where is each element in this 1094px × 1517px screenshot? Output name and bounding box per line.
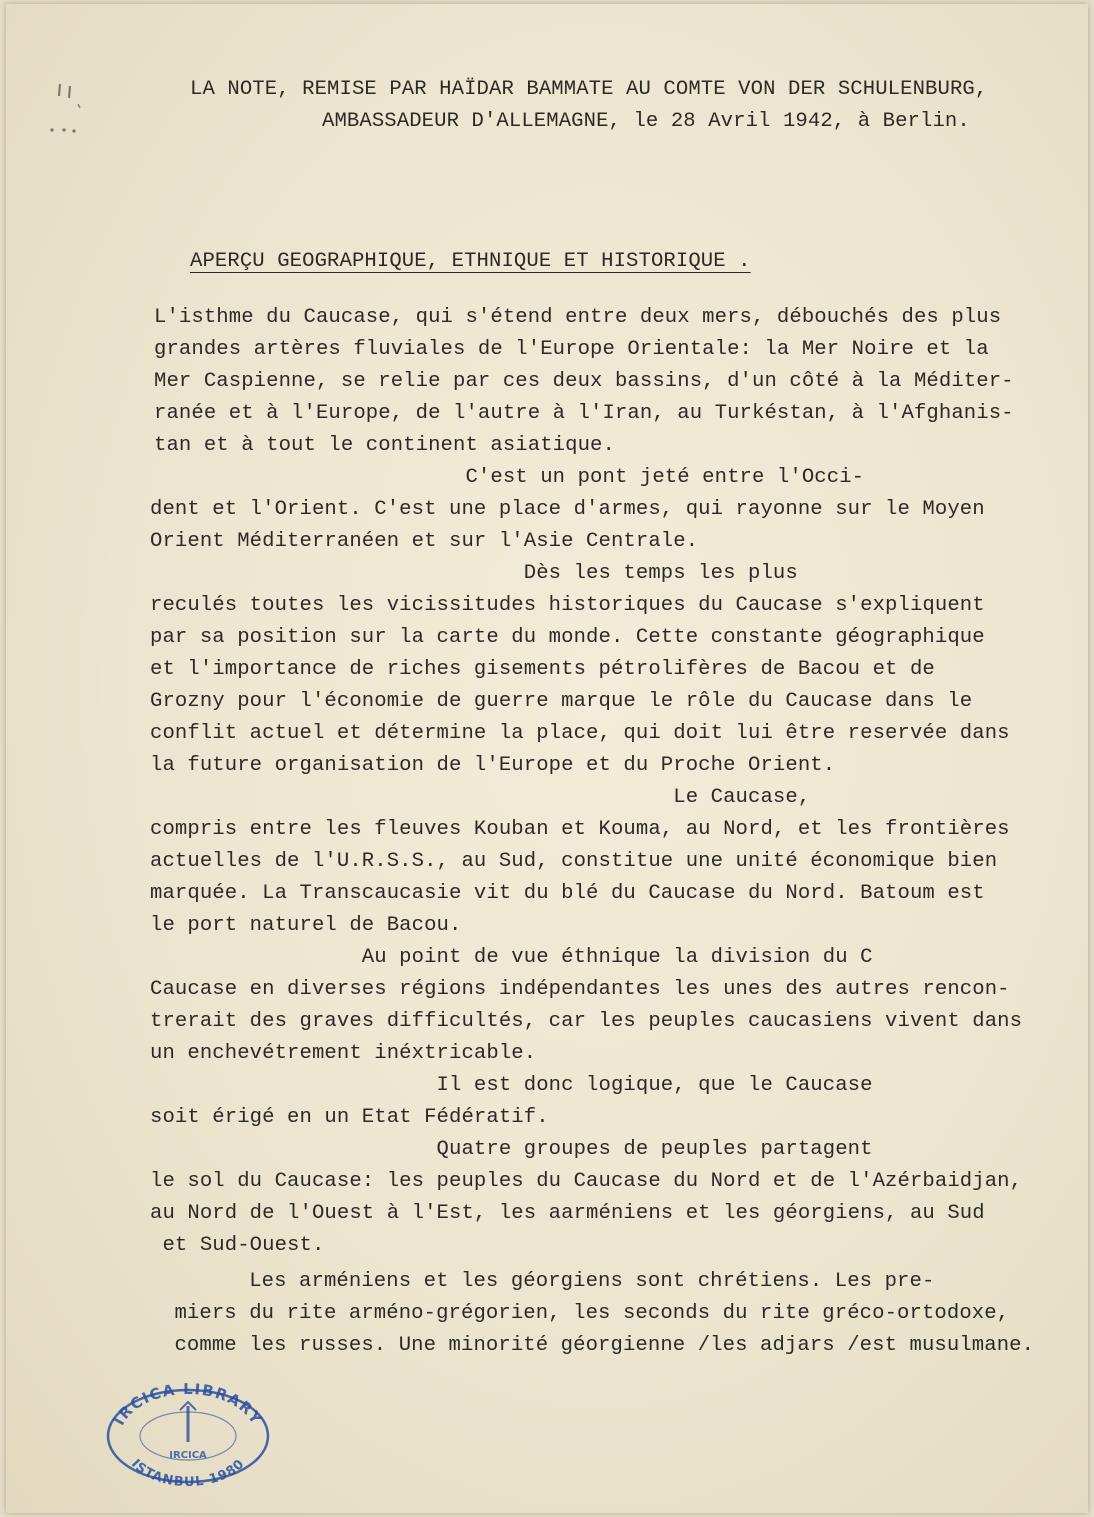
body-line: Au point de vue éthnique la division du C bbox=[150, 946, 873, 969]
body-line: Il est donc logique, que le Caucase bbox=[150, 1074, 873, 1097]
heading-line-2: AMBASSADEUR D'ALLEMAGNE, le 28 Avril 1942, à Berlin. bbox=[322, 110, 970, 133]
body-line: Mer Caspienne, se relie par ces deux bassins, d'un côté à la Méditer- bbox=[154, 370, 1014, 393]
body-line: trerait des graves difficultés, car les peuples caucasiens vivent dans bbox=[150, 1010, 1023, 1033]
body-line: Les arméniens et les géorgiens sont chrétiens. Les pre- bbox=[162, 1270, 935, 1293]
stamp-top-text: IRCICA LIBRARY bbox=[109, 1379, 266, 1429]
body-line: tan et à tout le continent asiatique. bbox=[154, 434, 615, 457]
margin-ink-marks bbox=[48, 80, 88, 140]
body-line: dent et l'Orient. C'est une place d'armes, qui rayonne sur le Moyen bbox=[150, 498, 985, 521]
body-line: grandes artères fluviales de l'Europe Orientale: la Mer Noire et la bbox=[154, 338, 989, 361]
body-line: L'isthme du Caucase, qui s'étend entre deux mers, débouchés des plus bbox=[154, 306, 1002, 329]
body-line: au Nord de l'Ouest à l'Est, les aarméniens et les géorgiens, au Sud bbox=[150, 1202, 985, 1225]
library-stamp bbox=[102, 1376, 274, 1486]
body-line: le port naturel de Bacou. bbox=[150, 914, 462, 937]
body-line: Quatre groupes de peuples partagent bbox=[150, 1138, 873, 1161]
stamp-bottom-text: ISTANBUL 1980 bbox=[127, 1456, 248, 1486]
body-line: par sa position sur la carte du monde. Cette constante géographique bbox=[150, 626, 985, 649]
body-line: Le Caucase, bbox=[150, 786, 811, 809]
body-line: et Sud-Ouest. bbox=[150, 1234, 325, 1257]
heading-line-1: LA NOTE, REMISE PAR HAÏDAR BAMMATE AU COMTE VON DER SCHULENBURG, bbox=[190, 78, 988, 101]
body-line: la future organisation de l'Europe et du Proche Orient. bbox=[150, 754, 836, 777]
body-line: marquée. La Transcaucasie vit du blé du Caucase du Nord. Batoum est bbox=[150, 882, 985, 905]
body-line: conflit actuel et détermine la place, qui doit lui être reservée dans bbox=[150, 722, 1010, 745]
body-line: un enchevétrement inéxtricable. bbox=[150, 1042, 537, 1065]
body-line: ranée et à l'Europe, de l'autre à l'Iran, au Turkéstan, à l'Afghanis- bbox=[154, 402, 1014, 425]
body-line: soit érigé en un Etat Fédératif. bbox=[150, 1106, 549, 1129]
body-line: Dès les temps les plus bbox=[150, 562, 798, 585]
body-line: le sol du Caucase: les peuples du Caucase du Nord et de l'Azérbaidjan, bbox=[150, 1170, 1023, 1193]
body-line: actuelles de l'U.R.S.S., au Sud, constitue une unité économique bien bbox=[150, 850, 998, 873]
body-line: comme les russes. Une minorité géorgienne /les adjars /est musulmane. bbox=[162, 1334, 1035, 1357]
body-line: et l'importance de riches gisements pétrolifères de Bacou et de bbox=[150, 658, 935, 681]
body-line: reculés toutes les vicissitudes historiques du Caucase s'expliquent bbox=[150, 594, 985, 617]
body-line: compris entre les fleuves Kouban et Kouma, au Nord, et les frontières bbox=[150, 818, 1010, 841]
body-line: Orient Méditerranéen et sur l'Asie Centrale. bbox=[150, 530, 699, 553]
section-title: APERÇU GEOGRAPHIQUE, ETHNIQUE ET HISTORIQUE . bbox=[190, 250, 751, 273]
body-line: Grozny pour l'économie de guerre marque le rôle du Caucase dans le bbox=[150, 690, 973, 713]
stamp-center-text: IRCICA bbox=[169, 1450, 207, 1461]
body-line: Caucase en diverses régions indépendantes les unes des autres rencon- bbox=[150, 978, 1010, 1001]
body-line: C'est un pont jeté entre l'Occi- bbox=[154, 466, 865, 489]
document-page bbox=[6, 4, 1088, 1513]
body-line: miers du rite arméno-grégorien, les seconds du rite gréco-ortodoxe, bbox=[162, 1302, 1010, 1325]
